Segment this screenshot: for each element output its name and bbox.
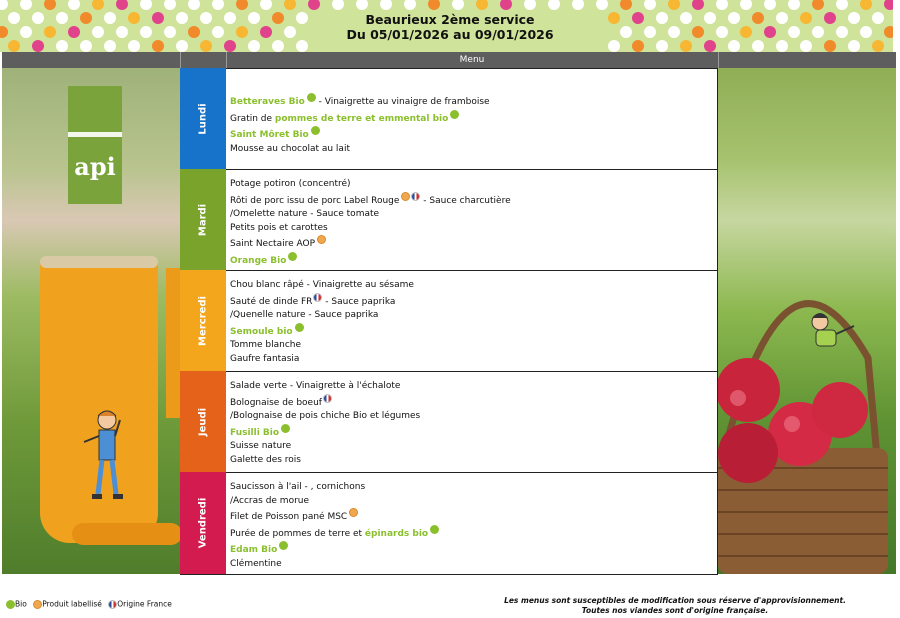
polka-dot — [740, 0, 752, 10]
polka-dot — [668, 0, 680, 10]
polka-dot — [200, 40, 212, 52]
polka-dot — [44, 0, 56, 10]
polka-dot — [152, 12, 164, 24]
day-name: Jeudi — [197, 407, 209, 436]
polka-dot — [104, 40, 116, 52]
polka-dot — [776, 40, 788, 52]
polka-dot — [260, 0, 272, 10]
polka-dot — [764, 0, 776, 10]
logo-stripe — [68, 132, 122, 137]
dish-text: - Vinaigrette au vinaigre de framboise — [315, 97, 490, 107]
dish-line — [226, 558, 717, 572]
polka-dot — [68, 26, 80, 38]
api-logo — [68, 86, 122, 204]
menu-cell-1 — [226, 169, 718, 270]
date-range: Du 05/01/2026 au 09/01/2026 — [346, 27, 554, 42]
dish-highlight-text: Fusilli Bio — [230, 427, 280, 438]
polka-dot — [164, 0, 176, 10]
apple-basket-illustration — [718, 238, 896, 574]
right-photo-apple-basket — [718, 68, 896, 574]
dish-text: Potage potiron (concentré) — [230, 179, 351, 189]
polka-dot — [176, 40, 188, 52]
page-title-block — [300, 12, 600, 42]
polka-dot — [824, 40, 836, 52]
dish-line — [226, 235, 717, 252]
polka-dot — [836, 0, 848, 10]
polka-dot — [872, 40, 884, 52]
label-icon — [401, 192, 410, 201]
dish-text: Rôti de porc issu de porc Label Rouge — [230, 195, 400, 206]
polka-dot — [740, 26, 752, 38]
day-name: Vendredi — [197, 497, 209, 549]
polka-dot — [848, 12, 860, 24]
polka-dot — [140, 0, 152, 10]
polka-dot — [116, 0, 128, 10]
polka-dot — [80, 12, 92, 24]
left-photo-boots — [2, 68, 180, 574]
polka-dot — [284, 0, 296, 10]
polka-dot — [500, 0, 512, 10]
bio-icon — [311, 126, 320, 135]
polka-dot — [272, 12, 284, 24]
polka-dot — [632, 12, 644, 24]
footer-note-supply: Les menus sont susceptibles de modification sous réserve d'approvisionnement. — [504, 596, 846, 605]
polka-dot — [776, 12, 788, 24]
day-band-4 — [180, 472, 226, 574]
polka-dot — [548, 0, 560, 10]
polka-dot — [32, 40, 44, 52]
legend-label-label: Produit labellisé — [42, 599, 102, 609]
polka-dot — [728, 40, 740, 52]
child-illustration — [82, 408, 132, 508]
legend-france-label: Origine France — [117, 599, 172, 609]
polka-dot — [692, 0, 704, 10]
polka-dot — [116, 26, 128, 38]
polka-dot — [44, 26, 56, 38]
dish-highlight-text: épinards bio — [364, 528, 429, 539]
polka-dot — [188, 26, 200, 38]
dish-line — [226, 525, 717, 542]
polka-dot — [524, 0, 536, 10]
polka-dot — [608, 12, 620, 24]
dish-text: Clémentine — [230, 558, 282, 569]
polka-dot — [788, 26, 800, 38]
footer-note-meat: Toutes nos viandes sont d'origine française. — [581, 606, 769, 615]
second-boot-shape — [166, 268, 180, 418]
polka-dot — [620, 0, 632, 10]
bio-icon — [430, 525, 439, 534]
polka-dot — [248, 12, 260, 24]
dish-text: Sauté de dinde FR — [230, 296, 313, 307]
polka-dot — [476, 0, 488, 10]
bio-icon — [6, 600, 15, 609]
polka-dot — [92, 26, 104, 38]
polka-dot — [824, 12, 836, 24]
day-name: Mardi — [197, 203, 209, 236]
polka-dot — [308, 0, 320, 10]
dish-line — [226, 508, 717, 525]
dish-highlight-text: Edam Bio — [230, 545, 278, 555]
polka-dot — [56, 12, 68, 24]
bio-icon — [288, 252, 297, 261]
polka-dot — [680, 40, 692, 52]
polka-dot — [860, 26, 872, 38]
polka-dot — [632, 40, 644, 52]
polka-dot — [20, 0, 32, 10]
polka-dot — [788, 0, 800, 10]
polka-dot — [704, 12, 716, 24]
dish-text: Filet de Poisson pané MSC — [230, 512, 348, 522]
dish-highlight-text: pommes de terre et emmental bio — [274, 113, 449, 124]
page-title: Beaurieux 2ème service — [365, 12, 535, 27]
polka-dot — [164, 26, 176, 38]
polka-dot — [80, 40, 92, 52]
dish-text: Gratin de — [230, 113, 275, 124]
france-flag-icon — [108, 600, 117, 609]
polka-dot — [644, 0, 656, 10]
dish-line — [226, 541, 717, 558]
dish-text: Gaufre fantasia — [230, 353, 300, 364]
polka-dot — [236, 26, 248, 38]
polka-dot — [752, 40, 764, 52]
dish-line — [226, 309, 717, 323]
polka-dot — [836, 26, 848, 38]
logo-text: api — [74, 152, 116, 181]
polka-dot — [572, 0, 584, 10]
polka-dot — [332, 0, 344, 10]
label-icon — [349, 508, 358, 517]
polka-dot — [0, 26, 8, 38]
polka-dot — [752, 12, 764, 24]
polka-dot — [176, 12, 188, 24]
polka-dot — [812, 0, 824, 10]
polka-dot — [32, 12, 44, 24]
polka-dot — [668, 26, 680, 38]
bio-icon — [279, 541, 288, 550]
polka-dot — [596, 0, 608, 10]
polka-dot — [380, 0, 392, 10]
dish-line — [226, 110, 717, 127]
polka-dot — [128, 12, 140, 24]
polka-dot — [404, 0, 416, 10]
day-band-2 — [180, 270, 226, 371]
boot-sole-shape — [72, 523, 180, 545]
polka-dot — [656, 12, 668, 24]
polka-dot — [728, 12, 740, 24]
dish-text: Salade verte - Vinaigrette à l'échalote — [230, 381, 401, 391]
dish-line — [226, 323, 717, 340]
polka-dot — [260, 26, 272, 38]
day-band-1 — [180, 169, 226, 270]
dish-text: - Sauce charcutière — [420, 195, 511, 206]
polka-dot — [152, 40, 164, 52]
dish-text: Purée de pommes de terre et — [230, 528, 365, 539]
polka-dot — [212, 26, 224, 38]
dish-highlight-text: Orange Bio — [230, 255, 287, 266]
legend-bio-label: Bio — [15, 599, 27, 609]
dish-line — [226, 440, 717, 454]
france-flag-icon — [323, 394, 332, 403]
polka-dot — [608, 40, 620, 52]
dish-line — [226, 495, 717, 509]
polka-dot — [128, 40, 140, 52]
grid-bottom-border — [180, 574, 718, 575]
dish-highlight-text: Semoule bio — [230, 326, 293, 337]
polka-dot — [224, 12, 236, 24]
polka-dot — [800, 40, 812, 52]
dish-line — [226, 293, 717, 310]
polka-dot — [356, 0, 368, 10]
menu-cell-4 — [226, 472, 718, 574]
dish-line — [226, 208, 717, 222]
day-name: Lundi — [197, 102, 209, 135]
polka-dot — [212, 0, 224, 10]
dish-text: Tomme blanche — [230, 340, 302, 350]
dish-text: /Quenelle nature - Sauce paprika — [230, 310, 379, 320]
polka-dot — [812, 26, 824, 38]
polka-dot — [68, 0, 80, 10]
bio-icon — [307, 93, 316, 102]
menu-bar-divider — [180, 52, 181, 68]
polka-dot — [0, 0, 8, 10]
menu-cell-3 — [226, 371, 718, 472]
menu-bar-divider — [718, 52, 719, 68]
dish-text: Saucisson à l'ail - , cornichons — [230, 482, 366, 492]
polka-dot — [716, 26, 728, 38]
dish-line — [226, 339, 717, 353]
menu-header-bar — [2, 52, 896, 68]
dish-text: Saint Nectaire AOP — [230, 239, 315, 249]
label-icon — [33, 600, 42, 609]
polka-dot — [656, 40, 668, 52]
dish-text: Bolognaise de boeuf — [230, 397, 322, 408]
polka-dot — [104, 12, 116, 24]
dish-line — [226, 222, 717, 236]
dish-line — [226, 279, 717, 293]
menu-cell-2 — [226, 270, 718, 371]
dish-text: - Sauce paprika — [322, 296, 396, 307]
polka-dot — [692, 26, 704, 38]
bio-icon — [450, 110, 459, 119]
dish-line — [226, 353, 717, 367]
dish-line — [226, 178, 717, 192]
polka-dot — [248, 40, 260, 52]
bio-icon — [295, 323, 304, 332]
polka-dot — [224, 40, 236, 52]
polka-dot — [200, 12, 212, 24]
dish-line — [226, 424, 717, 441]
menu-column-label: Menu — [459, 55, 485, 65]
polka-dot — [704, 40, 716, 52]
legend — [4, 599, 172, 609]
polka-dot — [428, 0, 440, 10]
dish-line — [226, 380, 717, 394]
boot-rim-shape — [40, 256, 158, 268]
dish-line — [226, 394, 717, 411]
label-icon — [317, 235, 326, 244]
polka-dot — [20, 26, 32, 38]
day-name: Mercredi — [197, 295, 209, 346]
bio-icon — [281, 424, 290, 433]
dish-text: Galette des rois — [230, 454, 301, 465]
polka-dot — [140, 26, 152, 38]
dish-line — [226, 143, 717, 157]
polka-dot — [8, 40, 20, 52]
dish-line — [226, 410, 717, 424]
dish-line — [226, 481, 717, 495]
polka-dot — [764, 26, 776, 38]
polka-dot — [800, 12, 812, 24]
dish-line — [226, 192, 717, 209]
dish-text: Chou blanc râpé - Vinaigrette au sésame — [230, 280, 414, 290]
polka-dot — [56, 40, 68, 52]
day-band-3 — [180, 371, 226, 472]
polka-dot — [860, 0, 872, 10]
header-banner — [0, 0, 893, 52]
polka-dot — [848, 40, 860, 52]
polka-dot — [872, 12, 884, 24]
polka-dot — [884, 0, 893, 10]
polka-dot — [8, 12, 20, 24]
polka-dot — [272, 40, 284, 52]
dish-line — [226, 252, 717, 269]
dish-text: /Accras de morue — [230, 495, 310, 506]
dish-text: Mousse au chocolat au lait — [230, 143, 350, 154]
polka-dot — [284, 26, 296, 38]
dish-text: Petits pois et carottes — [230, 222, 328, 233]
polka-dot — [620, 26, 632, 38]
polka-dot — [92, 0, 104, 10]
polka-dot — [680, 12, 692, 24]
polka-dot — [644, 26, 656, 38]
menu-cell-0 — [226, 68, 718, 169]
dish-line — [226, 126, 717, 143]
dish-line — [226, 93, 717, 110]
dish-highlight-text: Saint Môret Bio — [230, 130, 309, 140]
dish-text: Suisse nature — [230, 441, 292, 451]
dish-text: /Bolognaise de pois chiche Bio et légumes — [230, 411, 421, 421]
dish-highlight-text: Betteraves Bio — [230, 97, 305, 107]
polka-dot — [452, 0, 464, 10]
footer-notes — [440, 596, 900, 616]
polka-dot — [188, 0, 200, 10]
day-band-0 — [180, 68, 226, 169]
polka-dot — [884, 26, 893, 38]
dish-line — [226, 454, 717, 468]
polka-dot — [716, 0, 728, 10]
polka-dot — [236, 0, 248, 10]
dish-text: /Omelette nature - Sauce tomate — [230, 209, 380, 219]
